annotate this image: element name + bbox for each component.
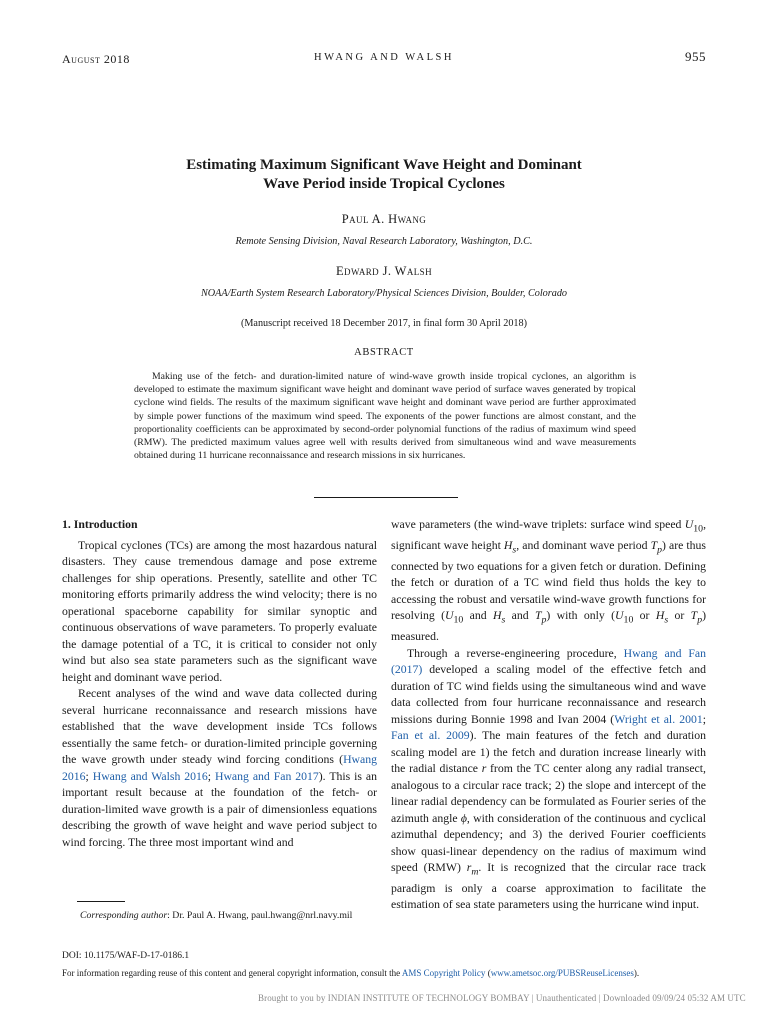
copyright-policy-link[interactable]: AMS Copyright Policy [401,968,486,978]
symbol: r [466,861,472,875]
paragraph [391,646,706,914]
paragraph-text: Through a reverse-engineering procedure, [407,646,624,660]
symbol: T [690,609,698,623]
paragraph [391,517,706,646]
paragraph-text: wave parameters (the wind-wave triplets: surface wind speed [391,518,685,531]
section-divider [314,497,458,498]
symbol: U [615,609,624,623]
paragraph-text: ; [85,769,93,783]
footnote-label: Corresponding author [80,910,168,921]
symbol: r [481,762,487,776]
paragraph-text: , with consideration of the continuous and cyclical azimuthal dependency; and 3) the derived Fourier coefficients show quasi-linear dependency on the radius of maximum wind speed (RMW) [391,811,706,875]
paragraph-text: ) with only ( [546,609,616,623]
subscript: p [657,544,663,556]
paragraph-text: ). The main features of the fetch and duration scaling model are 1) the fetch and duration increase linearly with the radial distance [391,729,706,776]
author-name: Edward J. Walsh [336,264,432,278]
paragraph-text: or [633,609,656,623]
paragraph-text: and [463,609,493,623]
subscript: s [512,544,517,556]
reuse-licenses-link[interactable]: www.ametsoc.org/PUBSReuseLicenses [490,968,634,978]
abstract-heading: ABSTRACT [354,347,414,358]
abstract-text: Making use of the fetch- and duration-limited nature of wind-wave growth inside tropical cyclones, an algorithm is developed to estimate the maximum significant wave height and dominant wave period of surface waves generated by tropical cyclone wind fields. The results of the maximum significant wave height and dominant wave period are further approximated by simple power functions of the maximum wind speed. The exponents of the power functions are almost constant, and the proportionality coefficients can be approximated by second-order polynomial functions of the radius of maximum wind speed (RMW). The predicted maximum values agree well with results derived from simultaneous wind and wave measurements obtained during 11 hurricane reconnaissance and research missions in six hurricanes. [134,371,636,462]
citation-link[interactable]: Wright et al. 2001 [614,712,703,726]
author-affiliation: Remote Sensing Division, Naval Research Laboratory, Washington, D.C. [235,236,533,247]
footnote-rule [77,901,125,902]
paragraph-text: ) measured. [391,609,706,644]
notice-text: ). [633,968,640,978]
corresponding-author-footnote [62,909,377,923]
paragraph-text: Recent analyses of the wind and wave data collected during several hurricane reconnaissance and research missions have established that the wave development inside TCs follows essentially the same fetch- or duration-limited principle governing the wave growth under steady wind forcing conditions ( [62,687,377,766]
section-heading: 1. Introduction [62,518,138,531]
paragraph-text: ; [702,712,706,726]
paragraph-text: ; [207,769,215,783]
running-header-authors: HWANG AND WALSH [314,52,454,63]
paragraph-text: . It is recognized that the circular race track paradigm is only a coarse approximation to facilitate the estimation of sea state parameters using the hurricane wind input. [391,861,706,912]
paragraph: Tropical cyclones (TCs) are among the most hazardous natural disasters. They cause tremendous damage and pose extreme challenges for ship operations. Presently, satellite and other TC monitoring efforts primarily address the wind velocity; there is no operational spaceborne capability for similar synoptic and continuous observations of wave parameters. To properly evaluate the damage potential of a TC, it is critical to consider not only wind but also sea state parameters such as the significant wave height and dominant wave period. [62,538,377,684]
footnote-text: : Dr. Paul A. Hwang, paul.hwang@nrl.navy.mil [167,910,353,921]
body-left-column [62,517,377,851]
paragraph-text: developed a scaling model of the effective fetch and duration of TC wind fields using the simultaneous wind and wave data collected from four hurricane reconnaissance and research missions during Bonnie 1998 and Ivan 2004 ( [391,663,706,726]
citation-link[interactable]: Hwang and Walsh 2016 [92,769,208,783]
subscript: m [471,866,479,878]
article-title-line2: Wave Period inside Tropical Cyclones [263,176,505,192]
symbol: T [650,538,658,552]
subscript: 10 [693,523,704,535]
citation-link[interactable]: Fan et al. 2009 [391,729,470,743]
download-notice: Brought to you by INDIAN INSTITUTE OF TECHNOLOGY BOMBAY | Unauthenticated | Downloaded 09/09/24 05:32 AM UTC [258,993,746,1003]
paragraph-text: from the TC center along any radial transect, analogous to a circular race track; 2) the slope and intercept of the linear radial dependency can be formulated as Fourier series of the azimuth angle [391,762,706,825]
notice-text: ( [485,968,491,978]
paragraph [62,686,377,851]
paragraph-text: , and dominant wave period [516,538,651,552]
symbol: U [684,518,694,531]
article-title [100,156,668,194]
paragraph-text: , significant wave height [391,518,706,552]
paragraph-text: ). This is an important result because at the foundation of the fetch- or duration-limited wave growth is a pair of dimensionless equations describing the growth of wave height and wave period subject to wind forcing. The three most important wind and [62,769,377,849]
article-title-line1: Estimating Maximum Significant Wave Height and Dominant [186,157,582,173]
doi: DOI: 10.1175/WAF-D-17-0186.1 [62,951,190,961]
paragraph-text: and [505,609,535,623]
symbol: T [534,609,542,623]
subscript: p [697,614,703,626]
citation-link[interactable]: Hwang 2016 [62,753,377,783]
subscript: 10 [623,614,634,626]
paragraph-text: ) are thus connected by two equations for a given fetch or duration. Defining the fetch or duration of a TC wind field thus holds the key to accessing the robust and versatile wind-wave growth functions for resolving ( [391,538,706,623]
symbol: H [503,538,513,552]
notice-text: For information regarding reuse of this content and general copyright information, consult the [62,968,402,978]
symbol: ϕ [460,811,467,825]
body-right-column [391,517,706,914]
author-name: Paul A. Hwang [341,212,427,226]
paragraph-text: or [668,609,691,623]
subscript: 10 [453,614,464,626]
copyright-notice [62,968,712,980]
author-affiliation: NOAA/Earth System Research Laboratory/Physical Sciences Division, Boulder, Colorado [200,288,568,299]
symbol: H [655,609,665,623]
running-header-date: August 2018 [62,52,130,66]
subscript: s [501,614,506,626]
subscript: p [541,614,547,626]
manuscript-dates: (Manuscript received 18 December 2017, in final form 30 April 2018) [240,318,527,329]
citation-link[interactable]: Hwang and Fan 2017 [214,769,319,783]
symbol: H [492,609,502,623]
page-number: 955 [685,49,706,64]
symbol: U [445,609,454,623]
subscript: s [664,614,669,626]
citation-link[interactable]: Hwang and Fan (2017) [391,646,706,677]
